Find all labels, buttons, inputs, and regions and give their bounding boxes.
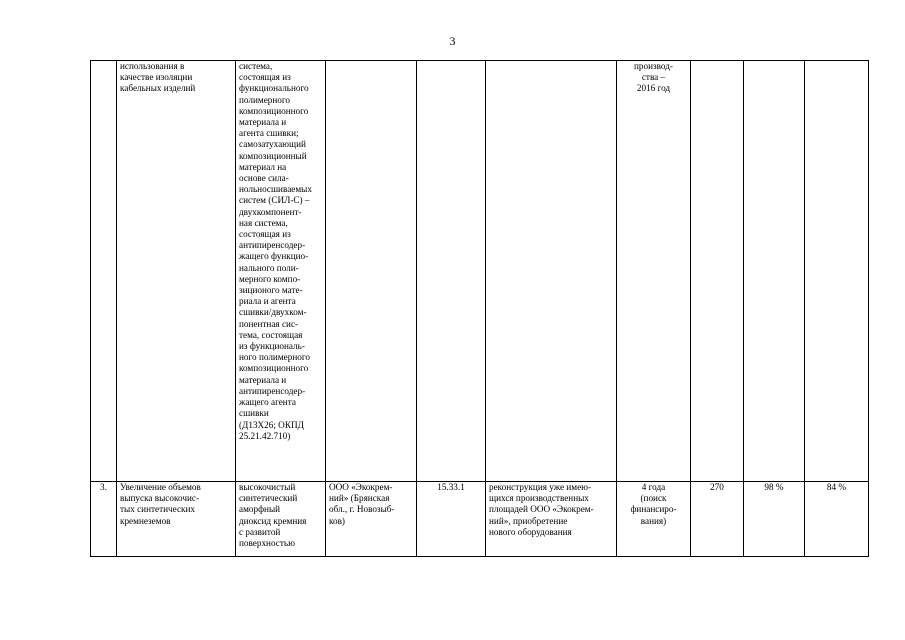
document-table [90,60,869,557]
table-row [91,482,869,557]
cell-product: высокочистый синтетический аморфный диоксид кремния с развитой поверхностью [236,482,326,557]
cell-value-3: 84 % [805,482,869,557]
cell-organization: ООО «Экокрем- ний» (Брянская обл., г. Новозыб- ков) [326,482,417,557]
page-number: 3 [449,34,456,48]
cell-value-2: 98 % [744,482,805,557]
cell-product: система, состоящая из функционального полимерного композиционного материала и агента сшивки; самозатухающий композиционный материал на основе сила- нольносшиваемых систем (СИЛ-С) – двухкомпонент- ная система, состоящая из антипиренсодер- жащего функцио- нального поли- мерного компо- зиционого мате- риала и агента сшивки/двухком- понентная сис- тема, состоящая из функциональ- ного полимерного композиционного материала и антипиренсодер- жащего агента сшивки (Д13Х26; ОКПД 25.21.42.710) [236,61,326,482]
cell-number [91,61,117,482]
cell-number: 3. [91,482,117,557]
cell-project-name: Увеличение объемов выпуска высокочис- тых синтетических кремнеземов [117,482,236,557]
table-row [91,61,869,482]
cell-value-3 [805,61,869,482]
cell-value-1: 270 [691,482,744,557]
cell-code [417,61,486,482]
cell-value-2 [744,61,805,482]
cell-code: 15.33.1 [417,482,486,557]
cell-organization [326,61,417,482]
cell-action [486,61,617,482]
cell-project-name: использования в качестве изоляции кабельных изделий [117,61,236,482]
cell-term: 4 года (поиск финансиро- вания) [617,482,691,557]
cell-term: производ- ства – 2016 год [617,61,691,482]
cell-value-1 [691,61,744,482]
cell-action: реконструкция уже имею- щихся производственных площадей ООО «Экокрем- ний», приобретение нового оборудования [486,482,617,557]
